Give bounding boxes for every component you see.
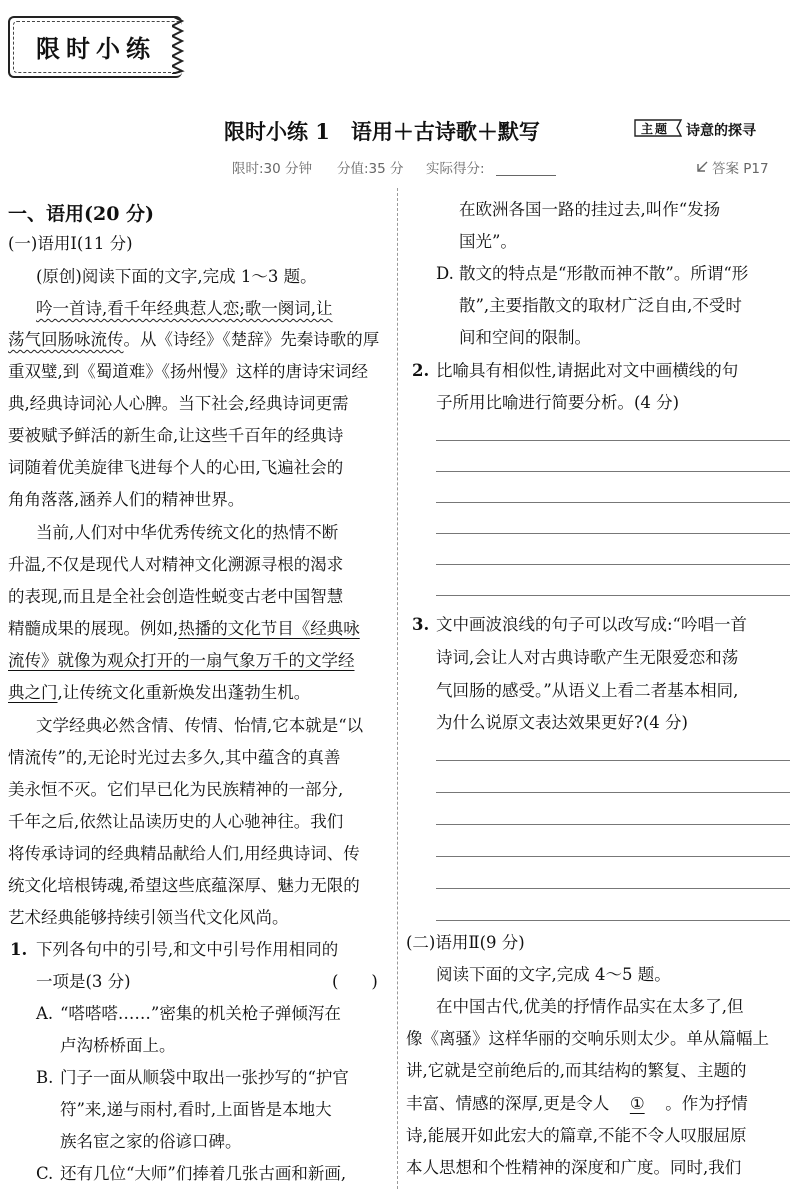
paragraph-line: 当前,人们对中华优秀传统文化的热情不断 [36, 523, 339, 542]
score-value: 分值:35 分 [337, 161, 404, 177]
paragraph-line: 美永恒不灭。它们早已化为民族精神的一部分, [8, 780, 344, 799]
answer-line[interactable] [436, 595, 790, 596]
option-d-text: 散文的特点是“形散而神不散”。所谓“形 [459, 264, 749, 283]
paragraph-line: 在中国古代,优美的抒情作品实在太多了,但 [436, 997, 744, 1016]
part2-heading: (二)语用Ⅱ(9 分) [406, 933, 525, 952]
option-d-text: 散”,主要指散文的取材广泛自由,不受时 [459, 296, 742, 315]
theme-tag: 主题 [641, 122, 670, 136]
option-b-text: 门子一面从顺袋中取出一张抄写的“护官 [60, 1068, 349, 1087]
time-limit: 限时:30 分钟 [232, 161, 313, 177]
answer-line[interactable] [436, 471, 790, 472]
question-text: 比喻具有相似性,请据此对文中画横线的句 [436, 361, 739, 380]
text-span: ,让传统文化重新焕发出蓬勃生机。 [57, 683, 311, 702]
underlined-sentence: 热播的文化节目《经典咏 [178, 619, 360, 638]
question-number: 3. [412, 615, 430, 634]
question-text: 一项是(3 分) [36, 972, 131, 991]
page-title: 限时小练 1 语用＋古诗歌＋默写 [224, 119, 540, 144]
question-number: 2. [412, 361, 430, 380]
paragraph-line: 角角落落,涵养人们的精神世界。 [8, 490, 245, 509]
paragraph-line: 本人思想和个性精神的深度和广度。同时,我们 [406, 1158, 742, 1177]
text-span: 。作为抒情 [665, 1094, 748, 1113]
paragraph-line: 情流传”的,无论时光过去多久,其中蕴含的真善 [8, 748, 341, 767]
answer-line[interactable] [436, 792, 790, 793]
answer-line[interactable] [436, 533, 790, 534]
answer-arrow-icon [696, 160, 710, 174]
question-number: 1. [10, 940, 28, 959]
paragraph-line: 讲,它就是空前绝后的,而其结构的繁复、主题的 [406, 1061, 747, 1080]
question-text: 文中画波浪线的句子可以改写成:“吟唱一首 [436, 615, 747, 634]
option-key: D. [436, 264, 454, 283]
text-span: 精髓成果的展现。例如, [8, 619, 179, 638]
paragraph-line: 的表现,而且是全社会创造性蜕变古老中国智慧 [8, 587, 344, 606]
option-b-text: 符”来,递与雨村,看时,上面皆是本地大 [60, 1100, 332, 1119]
option-a-text: 卢沟桥桥面上。 [60, 1036, 176, 1055]
paragraph-line: 要被赋予鲜活的新生命,让这些千百年的经典诗 [8, 426, 344, 445]
paragraph-line [8, 682, 310, 704]
paragraph-line: 将传承诗词的经典精品献给人们,用经典诗词、传 [8, 844, 360, 863]
actual-score-label: 实际得分: [426, 161, 485, 177]
underlined-sentence-cont: 流传》就像为观众打开的一扇气象万千的文学经 [8, 651, 355, 670]
option-c-text: 在欧洲各国一路的挂过去,叫作“发扬 [459, 200, 721, 219]
answer-line[interactable] [436, 888, 790, 889]
option-a-text: “嗒嗒嗒……”密集的机关枪子弹倾泻在 [60, 1004, 341, 1023]
question-text: 诗词,会让人对古典诗歌产生无限爱恋和荡 [436, 648, 739, 667]
answer-ref: 答案 P17 [712, 161, 769, 177]
option-key: A. [36, 1004, 54, 1023]
paragraph-line [8, 329, 379, 351]
option-c-text: 国光”。 [459, 232, 517, 251]
theme-badge [633, 118, 683, 138]
option-key: B. [36, 1068, 54, 1087]
answer-line[interactable] [436, 920, 790, 921]
text-span: 。从《诗经》《楚辞》先秦诗歌的厚 [123, 330, 380, 349]
question-text: 为什么说原文表达效果更好?(4 分) [436, 713, 688, 732]
paragraph-line: 重双璧,到《蜀道难》《扬州慢》这样的唐诗宋词经 [8, 362, 368, 381]
answer-line[interactable] [436, 502, 790, 503]
option-d-text: 间和空间的限制。 [459, 328, 591, 347]
answer-line[interactable] [436, 440, 790, 441]
paragraph-line: 升温,不仅是现代人对精神文化溯源寻根的渴求 [8, 555, 344, 574]
paragraph-line [406, 1093, 748, 1115]
wavy-sentence-part1: 吟一首诗,看千年经典惹人恋;歌一阕词,让 [36, 299, 333, 318]
column-divider [397, 188, 398, 1189]
paragraph-line: 诗,能展开如此宏大的篇章,不能不令人叹服屈原 [406, 1126, 747, 1145]
paragraph-line: 千年之后,依然让品读历史的人心驰神往。我们 [8, 812, 344, 831]
theme-text: 诗意的探寻 [686, 123, 756, 139]
text-span: 丰富、情感的深厚,更是令人 [406, 1094, 610, 1113]
option-c-text: 还有几位“大师”们捧着几张古画和新画, [60, 1164, 347, 1183]
paragraph-line: 艺术经典能够持续引领当代文化风尚。 [8, 908, 289, 927]
answer-line[interactable] [436, 564, 790, 565]
paragraph-line: 词随着优美旋律飞进每个人的心田,飞遍社会的 [8, 458, 344, 477]
wavy-sentence-part2: 荡气回肠咏流传 [8, 330, 124, 349]
option-b-text: 族名宦之家的俗谚口碑。 [60, 1132, 242, 1151]
question-text: 子所用比喻进行简要分析。(4 分) [436, 393, 680, 412]
actual-score-blank[interactable] [496, 175, 556, 176]
banner-zigzag-edge [172, 16, 192, 74]
section-banner [8, 16, 182, 78]
underlined-sentence-end: 典之门 [8, 683, 58, 702]
question-text: 气回肠的感受。”从语义上看二者基本相同, [436, 681, 739, 700]
paragraph-line: 典,经典诗词沁人心脾。当下社会,经典诗词更需 [8, 394, 349, 413]
section-heading: 一、语用(20 分) [8, 203, 155, 225]
banner-label: 限时小练 [36, 34, 156, 63]
part1-intro: (原创)阅读下面的文字,完成 1～3 题。 [36, 267, 317, 286]
paragraph-line: 文学经典必然含情、传情、怡情,它本就是“以 [36, 716, 364, 735]
question-text: 下列各句中的引号,和文中引号作用相同的 [36, 940, 339, 959]
paragraph-line [8, 618, 360, 640]
answer-line[interactable] [436, 824, 790, 825]
paragraph-line: 统文化培根铸魂,希望这些底蕴深厚、魅力无限的 [8, 876, 360, 895]
part1-heading: (一)语用Ⅰ(11 分) [8, 234, 133, 253]
fill-blank-1[interactable]: ① [629, 1094, 645, 1113]
paragraph-line: 像《离骚》这样华丽的交响乐则太少。单从篇幅上 [406, 1029, 769, 1048]
option-key: C. [36, 1164, 54, 1183]
part2-intro: 阅读下面的文字,完成 4～5 题。 [436, 965, 671, 984]
answer-line[interactable] [436, 760, 790, 761]
answer-bracket[interactable]: ( ) [332, 972, 378, 991]
answer-line[interactable] [436, 856, 790, 857]
